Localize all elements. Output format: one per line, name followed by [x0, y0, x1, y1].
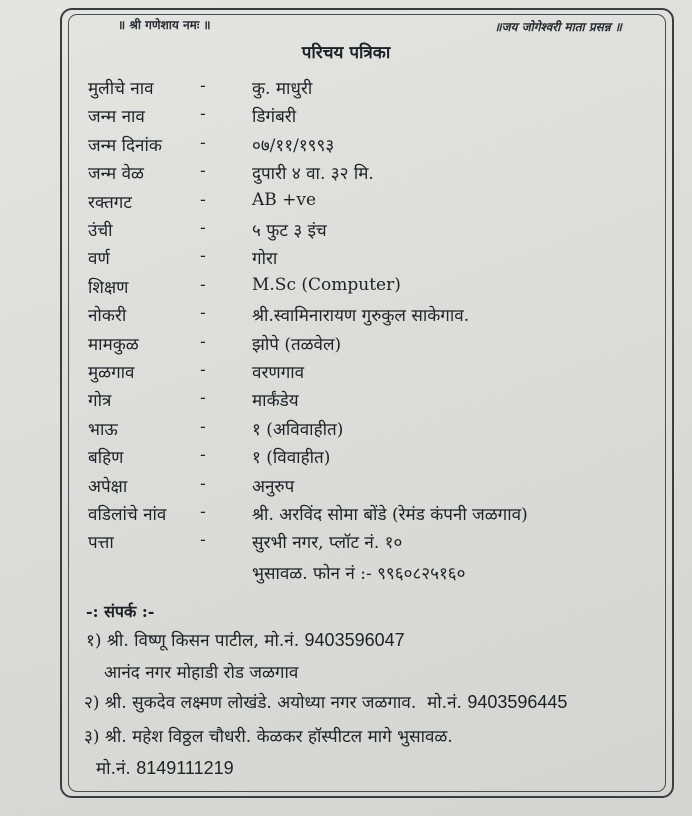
field-row	[0, 388, 692, 414]
field-separator: -	[200, 360, 206, 380]
field-value: १ (अविवाहीत)	[252, 419, 344, 440]
field-label: भाऊ	[88, 419, 118, 440]
field-value: ५ फुट ३ इंच	[252, 221, 327, 241]
field-separator: -	[200, 303, 206, 324]
field-label: मुळगाव	[88, 363, 135, 383]
field-label: बहिण	[88, 448, 124, 469]
field-row	[0, 445, 692, 471]
field-value: श्री.स्वामिनारायण गुरुकुल साकेगाव.	[252, 306, 470, 327]
field-label: शिक्षण	[88, 277, 129, 298]
field-row	[0, 218, 692, 244]
field-value: गोरा	[252, 249, 278, 270]
address-line-2: भुसावळ. फोन नं :- ९९६०८२५१६०	[252, 564, 466, 584]
field-label: जन्म दिनांक	[88, 135, 162, 156]
field-row	[0, 530, 692, 556]
field-value: १ (विवाहीत)	[252, 448, 331, 469]
field-label: गोत्र	[88, 391, 112, 412]
field-value: झोपे (तळवेल)	[252, 334, 342, 355]
field-row	[0, 104, 692, 130]
field-separator: -	[200, 445, 206, 466]
field-separator: -	[200, 218, 206, 238]
field-label: अपेक्षा	[88, 476, 128, 497]
field-separator: -	[200, 502, 206, 522]
header-left-invocation: ॥ श्री गणेशाय नमः ॥	[118, 18, 211, 32]
contact-2-mobile-label: मो.नं.	[427, 693, 462, 713]
contact-2-name: २) श्री. सुकदेव लक्ष्मण लोखंडे. अयोध्या नगर जळगाव.	[84, 693, 417, 713]
field-label: वर्ण	[88, 249, 110, 270]
field-value: कु. माधुरी	[252, 79, 313, 99]
field-value: अनुरुप	[252, 476, 295, 497]
field-label: जन्म वेळ	[88, 164, 144, 185]
field-separator: -	[200, 189, 206, 210]
field-value: सुरभी नगर, प्लॉट नं. १०	[252, 533, 403, 554]
field-value: मार्कंडेय	[252, 391, 299, 412]
contact-1-mobile: 9403596047	[304, 630, 405, 650]
field-label: जन्म नाव	[88, 107, 145, 128]
field-label: उंची	[88, 221, 113, 241]
field-separator: -	[200, 104, 206, 125]
field-row	[0, 360, 692, 386]
field-label: मामकुळ	[88, 334, 139, 355]
field-label: पत्ता	[88, 533, 114, 554]
field-label: नोकरी	[88, 306, 127, 327]
field-row	[0, 76, 692, 102]
contact-1-address: आनंद नगर मोहाडी रोड जळगाव	[104, 663, 299, 683]
contact-1-name: १) श्री. विष्णू किसन पाटील, मो.नं.	[86, 631, 300, 651]
contact-3-mobile-line	[96, 756, 234, 779]
field-separator: -	[200, 161, 206, 182]
field-separator: -	[200, 132, 206, 153]
field-value: AB +ve	[252, 189, 317, 210]
header-right-invocation: ॥जय जोगेश्वरी माता प्रसन्न ॥	[494, 20, 622, 34]
field-row	[0, 303, 692, 329]
field-separator: -	[200, 388, 206, 409]
field-value: वरणगाव	[252, 363, 305, 383]
field-row	[0, 474, 692, 500]
field-row	[0, 190, 692, 216]
field-value: M.Sc (Computer)	[252, 274, 401, 295]
field-row	[0, 332, 692, 358]
contact-2	[84, 690, 567, 713]
field-row	[0, 417, 692, 443]
field-separator: -	[200, 530, 206, 551]
field-value: ०७/११/१९९३	[252, 135, 335, 156]
field-row	[0, 133, 692, 159]
field-separator: -	[200, 331, 206, 352]
page-title: परिचय पत्रिका	[301, 43, 391, 63]
contact-3-mobile-label: मो.नं.	[96, 759, 131, 779]
field-separator: -	[200, 274, 206, 295]
contact-2-mobile: 9403596445	[467, 692, 568, 712]
contact-heading: -: संपर्क :-	[86, 602, 155, 621]
field-row	[0, 246, 692, 272]
field-separator: -	[200, 76, 206, 96]
field-separator: -	[200, 246, 206, 267]
field-value: दुपारी ४ वा. ३२ मि.	[252, 164, 374, 185]
contact-1	[86, 628, 405, 651]
field-value: डिगंबरी	[252, 107, 297, 128]
field-label: वडिलांचे नांव	[88, 505, 167, 525]
field-separator: -	[200, 473, 206, 494]
field-row	[0, 161, 692, 187]
field-row	[0, 275, 692, 301]
field-separator: -	[200, 416, 206, 437]
field-label: मुलीचे नाव	[88, 79, 154, 99]
field-label: रक्तगट	[88, 192, 132, 213]
field-row	[0, 502, 692, 528]
contact-3: ३) श्री. महेश विठ्ठल चौधरी. केळकर हॉस्पीटल मागे भुसावळ.	[84, 727, 453, 747]
field-value: श्री. अरविंद सोमा बोंडे (रेमंड कंपनी जळगाव)	[252, 505, 528, 525]
contact-3-mobile: 8149111219	[136, 758, 234, 778]
